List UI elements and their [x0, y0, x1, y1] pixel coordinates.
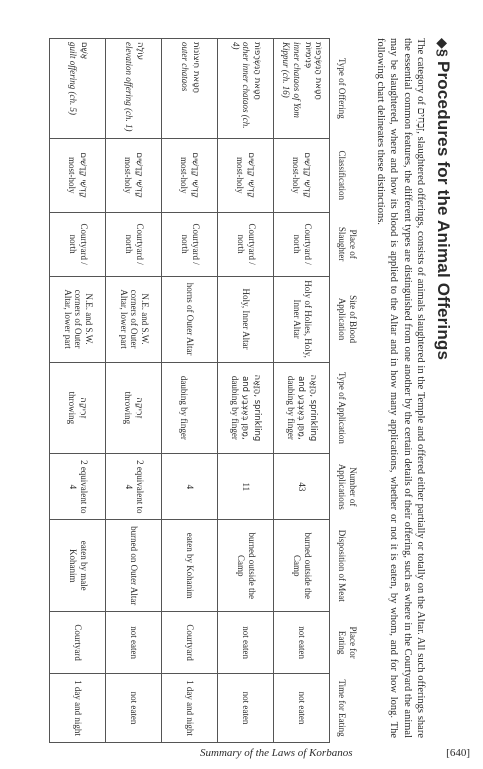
header-cell: Place of Slaughter	[337, 226, 358, 262]
offering-english: other inner chataos (ch. 4)	[230, 42, 252, 129]
offering-hebrew: חַטָּאת הַנִּשְׂרָפוֹת	[313, 42, 324, 101]
classification-cell	[162, 138, 218, 212]
application-type-cell	[274, 362, 330, 454]
blood-site-cell: Holy, Inner Altar	[218, 276, 274, 362]
offering-type-cell	[50, 39, 106, 139]
meat-disposition-cell: burned outside the Camp	[274, 520, 330, 612]
title-ornament: ◆§	[435, 38, 451, 57]
header-cell: Site of Blood Application	[337, 295, 358, 344]
classification-hebrew: קָדְשֵׁי קָדָשִׁים	[78, 152, 89, 199]
offering-english: inner chataos of Yom Kippur (ch. 16)	[281, 42, 302, 118]
offering-english: elevation offering (ch. 1)	[123, 42, 134, 132]
offering-type-cell	[274, 39, 330, 139]
eating-time-cell: 1 day and night	[162, 674, 218, 743]
page-title	[433, 38, 453, 360]
eating-place-cell: not eaten	[274, 612, 330, 674]
classification-english: most-holy	[67, 157, 78, 194]
meat-disposition-cell: eaten by male Kohanim	[50, 520, 106, 612]
place-of-slaughter-cell: Courtyard / north	[162, 212, 218, 276]
application-english: daubing by finger	[179, 375, 190, 440]
application-english: daubing by finger	[229, 375, 240, 440]
application-hebrew: הַזָּאָה, sprinkling and מַתַּן בְּאֶצְבַּע,	[296, 374, 319, 442]
eating-place-cell: Courtyard	[50, 612, 106, 674]
offering-hebrew: חַטָּאת חִיצוֹנוֹת	[190, 42, 201, 94]
application-hebrew: הַזָּאָה, sprinkling and מַתַּן בְּאֶצְבַּע,	[240, 374, 263, 442]
eating-place-cell: not eaten	[106, 612, 162, 674]
title-text: Procedures for the Animal Offerings	[434, 60, 453, 361]
application-type-cell	[218, 362, 274, 454]
header-cell: Disposition of Meat	[337, 529, 348, 602]
running-head: Summary of the Laws of Korbanos	[200, 747, 353, 759]
header-cell: Time for Eating	[337, 679, 348, 737]
offering-english: outer chataos	[179, 42, 190, 92]
application-count-cell: 2 equivalent to 4	[50, 454, 106, 520]
place-of-slaughter-cell: Courtyard / north	[274, 212, 330, 276]
blood-site-cell: N.E. and S.W. corners of Outer Altar, lower part	[106, 276, 162, 362]
header-cell: Type of Offering	[337, 58, 348, 119]
header-cell: Place for Eating	[337, 626, 358, 659]
classification-english: most-holy	[291, 157, 302, 194]
application-english: throwing	[123, 391, 134, 425]
application-english: daubing by finger	[285, 375, 296, 440]
meat-disposition-cell: burned on Outer Altar	[106, 520, 162, 612]
blood-site-cell: N.E. and S.W. corners of Outer Altar, lower part	[50, 276, 106, 362]
offering-type-cell	[162, 39, 218, 139]
application-count-cell: 2 equivalent to 4	[106, 454, 162, 520]
eating-place-cell: not eaten	[218, 612, 274, 674]
eating-time-cell: 1 day and night	[50, 674, 106, 743]
classification-hebrew: קָדְשֵׁי קָדָשִׁים	[246, 152, 257, 199]
header-cell: Number of Applications	[337, 463, 358, 510]
classification-cell	[218, 138, 274, 212]
application-english: throwing	[67, 391, 78, 425]
table-row	[162, 39, 218, 743]
application-hebrew: זְרִיקָה	[78, 397, 89, 419]
eating-time-cell: not eaten	[274, 674, 330, 743]
page-footer	[200, 747, 470, 759]
rotated-page	[1, 18, 461, 758]
offering-hebrew-2: פְּנִימִיּוֹת	[302, 42, 313, 69]
intro-paragraph: The category of זְבָחִים, slaughtered offerings, consists of animals slaughtered in the Temple and offered either partially or totally on the Altar. All such offerings share the essential common features, the different types are distinguished from one another by the certain details of their offering, such as where in the Courtyard the animal may be slaughtered, where and how its blood is applied to the Altar and in how many applications, whether or not it is eaten, by whom, and for how long. The following chart delineates these distinctions.	[374, 38, 426, 738]
eating-time-cell: not eaten	[218, 674, 274, 743]
header-cell: Type of Application	[337, 371, 348, 444]
classification-english: most-holy	[235, 157, 246, 194]
place-of-slaughter-cell: Courtyard / north	[218, 212, 274, 276]
application-type-cell	[106, 362, 162, 454]
header-cell: Classification	[337, 150, 348, 200]
offerings-table	[49, 38, 361, 743]
table-header-row	[330, 39, 361, 743]
meat-disposition-cell: eaten by Kohanim	[162, 520, 218, 612]
table-row	[274, 39, 330, 743]
table-row	[50, 39, 106, 743]
offering-english: guilt offering (ch. 5)	[67, 42, 78, 115]
application-type-cell	[162, 362, 218, 454]
offering-hebrew: אָשָׁם	[78, 42, 89, 60]
offering-hebrew: עוֹלָה	[134, 42, 145, 61]
table-row	[218, 39, 274, 743]
classification-cell	[106, 138, 162, 212]
classification-hebrew: קָדְשֵׁי קָדָשִׁים	[190, 152, 201, 199]
table-row	[106, 39, 162, 743]
offering-type-cell	[218, 39, 274, 139]
page-number: [640]	[446, 747, 470, 759]
eating-time-cell: not eaten	[106, 674, 162, 743]
blood-site-cell: horns of Outer Altar	[162, 276, 218, 362]
classification-cell	[50, 138, 106, 212]
classification-cell	[274, 138, 330, 212]
application-count-cell: 11	[218, 454, 274, 520]
classification-hebrew: קָדְשֵׁי קָדָשִׁים	[134, 152, 145, 199]
application-hebrew: זְרִיקָה	[134, 397, 145, 419]
application-count-cell: 4	[162, 454, 218, 520]
classification-english: most-holy	[179, 157, 190, 194]
offering-hebrew: חַטָּאת הַנִּשְׂרָפוֹת	[252, 42, 263, 101]
application-type-cell	[50, 362, 106, 454]
meat-disposition-cell: burned outside the Camp	[218, 520, 274, 612]
place-of-slaughter-cell: Courtyard / north	[106, 212, 162, 276]
blood-site-cell: Holy of Holies, Holy, Inner Altar	[274, 276, 330, 362]
classification-hebrew: קָדְשֵׁי קָדָשִׁים	[302, 152, 313, 199]
classification-english: most-holy	[123, 157, 134, 194]
offering-type-cell	[106, 39, 162, 139]
eating-place-cell: Courtyard	[162, 612, 218, 674]
application-count-cell: 43	[274, 454, 330, 520]
place-of-slaughter-cell: Courtyard / north	[50, 212, 106, 276]
